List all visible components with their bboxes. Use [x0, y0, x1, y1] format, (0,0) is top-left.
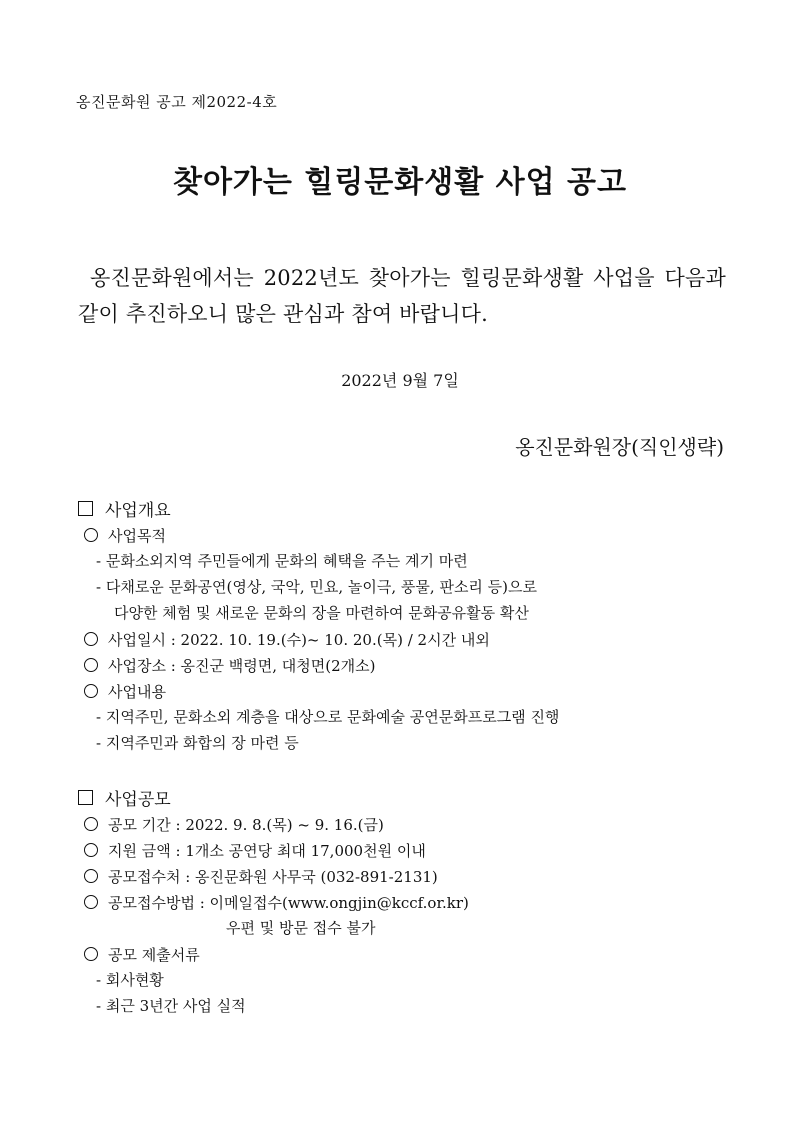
circle-bullet-icon	[84, 684, 98, 698]
list-item: - 최근 3년간 사업 실적	[96, 997, 246, 1015]
list-item: - 지역주민과 화합의 장 마련 등	[96, 734, 299, 752]
square-bullet-icon	[78, 790, 93, 805]
list-item: - 문화소외지역 주민들에게 문화의 혜택을 주는 계기 마련	[96, 552, 468, 570]
method-text: 공모접수방법 : 이메일접수(www.ongjin@kccf.or.kr)	[108, 893, 469, 912]
intro-paragraph: 옹진문화원에서는 2022년도 찾아가는 힐링문화생활 사업을 다음과 같이 추진하오니 많은 관심과 참여 바랍니다.	[78, 266, 726, 326]
list-item: - 지역주민, 문화소외 계층을 대상으로 문화예술 공연문화프로그램 진행	[96, 708, 560, 726]
amount-text: 지원 금액 : 1개소 공연당 최대 17,000천원 이내	[108, 841, 426, 860]
list-item-continuation: 다양한 체험 및 새로운 문화의 장을 마련하여 문화공유활동 확산	[114, 604, 529, 622]
section-heading: 사업개요	[105, 500, 171, 521]
purpose-label: 사업목적	[108, 526, 166, 545]
docs-label: 공모 제출서류	[108, 945, 200, 964]
list-item: - 다채로운 문화공연(영상, 국악, 민요, 놀이극, 풍물, 판소리 등)으로	[96, 578, 538, 596]
circle-bullet-icon	[84, 658, 98, 672]
section-application	[76, 783, 756, 1019]
circle-bullet-icon	[84, 632, 98, 646]
circle-bullet-icon	[84, 817, 98, 831]
signer: 옹진문화원장(직인생략)	[515, 435, 724, 459]
section-overview	[76, 494, 756, 756]
content-label: 사업내용	[108, 682, 166, 701]
method-continuation: 우편 및 방문 접수 불가	[226, 919, 376, 937]
circle-bullet-icon	[84, 869, 98, 883]
section-heading: 사업공모	[105, 789, 171, 810]
notice-date: 2022년 9월 7일	[341, 371, 459, 390]
circle-bullet-icon	[84, 947, 98, 961]
office-text: 공모접수처 : 옹진문화원 사무국 (032-891-2131)	[108, 867, 438, 886]
circle-bullet-icon	[84, 528, 98, 542]
list-item: - 회사현황	[96, 971, 164, 989]
location-text: 사업장소 : 옹진군 백령면, 대청면(2개소)	[108, 656, 376, 675]
circle-bullet-icon	[84, 895, 98, 909]
schedule-text: 사업일시 : 2022. 10. 19.(수)~ 10. 20.(목) / 2시간 내외	[108, 630, 490, 649]
notice-number: 옹진문화원 공고 제2022-4호	[76, 93, 278, 111]
circle-bullet-icon	[84, 843, 98, 857]
page-title: 찾아가는 힐링문화생활 사업 공고	[172, 165, 628, 200]
period-text: 공모 기간 : 2022. 9. 8.(목) ~ 9. 16.(금)	[108, 815, 384, 834]
square-bullet-icon	[78, 501, 93, 516]
